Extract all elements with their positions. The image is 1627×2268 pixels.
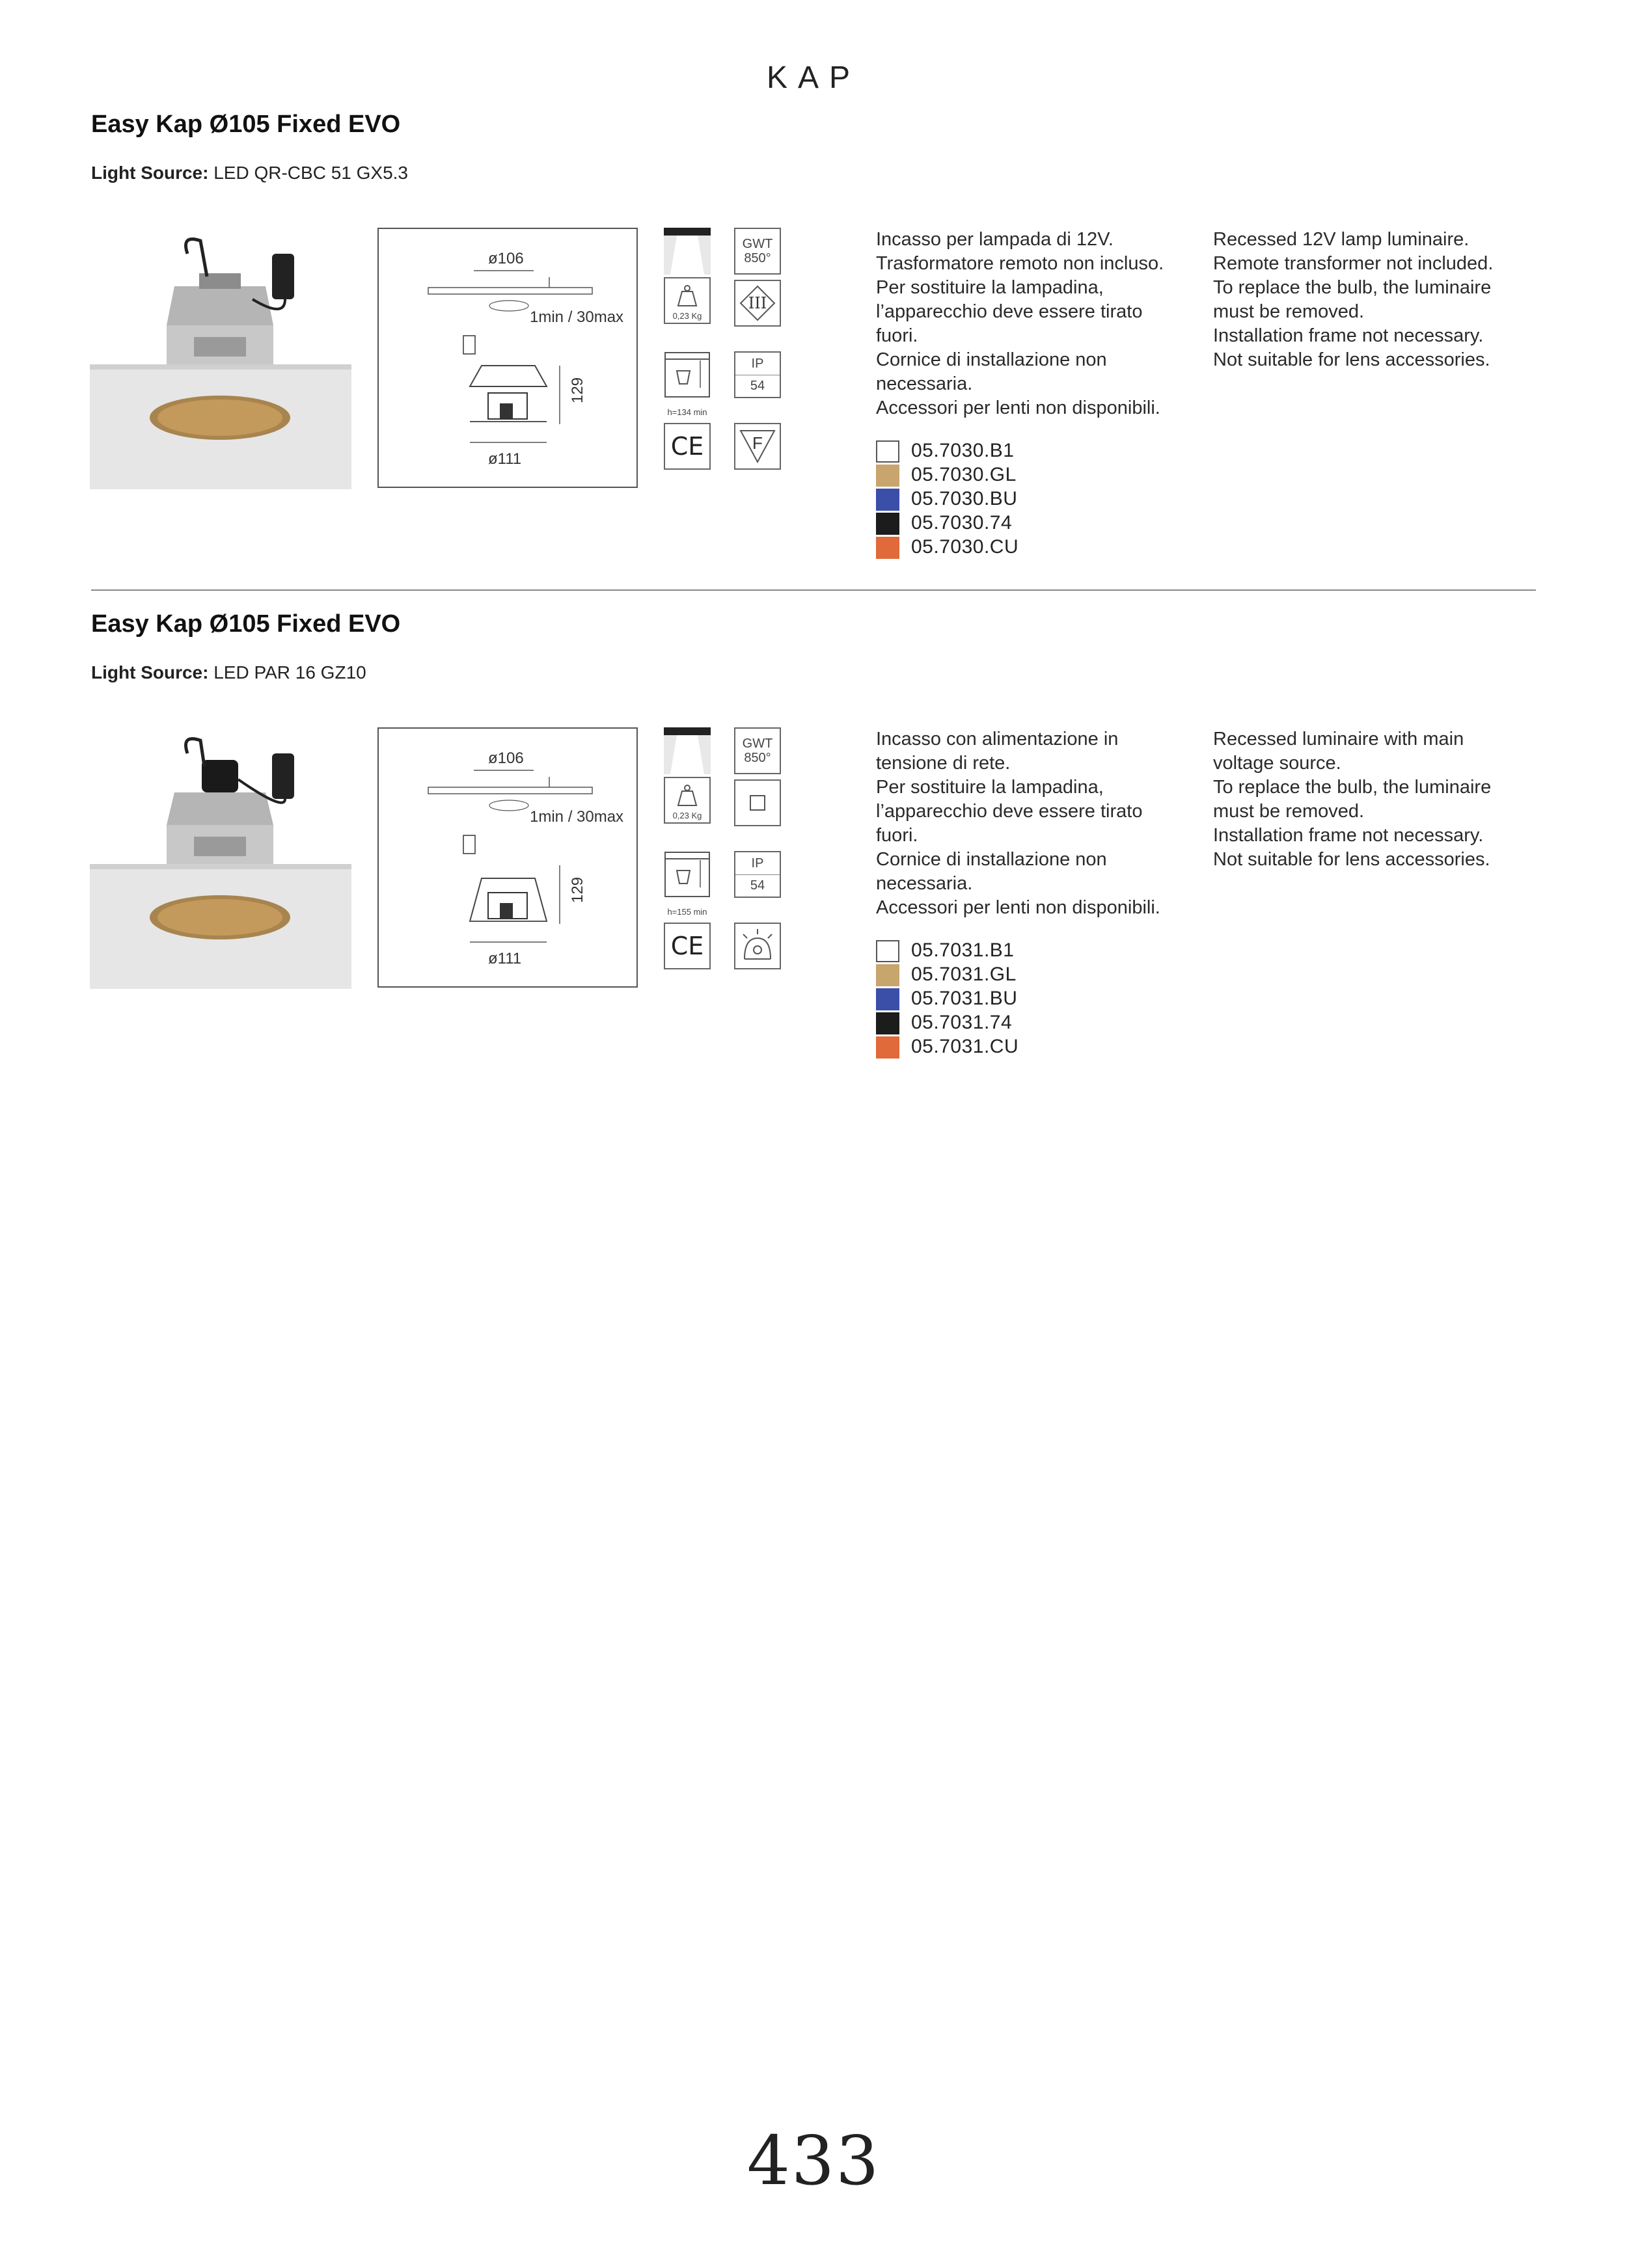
dim-top: ø106 <box>488 749 524 767</box>
swatch-black <box>876 1012 899 1034</box>
finish-code: 05.7031.74 <box>911 1012 1013 1033</box>
swatch-copper <box>876 537 899 559</box>
ip-icon <box>734 851 781 898</box>
product-photo <box>90 228 351 489</box>
dim-top: ø106 <box>488 250 524 267</box>
dim-bottom: ø111 <box>488 450 522 468</box>
finish-code: 05.7030.GL <box>911 464 1017 485</box>
dim-height: 129 <box>569 377 587 404</box>
description-it: Incasso con alimentazione in tensione di rete. Per sostituire la lampadina, l’apparecchio deve essere tirato fuori. Cornice di installazione non necessaria. Accessori per lenti non disponibili. <box>876 729 1160 918</box>
class-ii-icon <box>734 779 781 826</box>
ip-value: 54 <box>750 379 765 393</box>
finish-code: 05.7030.BU <box>911 488 1018 509</box>
weight-icon <box>664 277 711 324</box>
swatch-white <box>876 940 899 962</box>
swatch-copper <box>876 1036 899 1059</box>
ce-icon <box>664 923 711 969</box>
finish-code: 05.7030.74 <box>911 512 1013 533</box>
finish-code: 05.7030.CU <box>911 536 1019 558</box>
description-en: Recessed 12V lamp luminaire. Remote transformer not included. To replace the bulb, the luminaire must be removed. Installation frame not necessary. Not suitable for lens accessories. <box>1213 229 1494 370</box>
ip-value: 54 <box>750 878 765 893</box>
gwt-value: 850° <box>744 751 771 765</box>
gwt-label: GWT <box>742 736 773 751</box>
finish-code: 05.7030.B1 <box>911 440 1015 461</box>
ip-label: IP <box>751 856 764 871</box>
light-source <box>91 163 408 183</box>
install-height-icon <box>664 351 711 398</box>
gwt-value: 850° <box>744 251 771 265</box>
ce-mark: CE <box>670 932 704 960</box>
dim-bottom: ø111 <box>488 950 522 967</box>
light-source-label: Light Source: <box>91 662 209 682</box>
swatch-gold <box>876 964 899 986</box>
dim-height: 129 <box>569 876 587 904</box>
f-mark-icon <box>734 423 781 470</box>
finish-code: 05.7031.BU <box>911 988 1018 1009</box>
description-it: Incasso per lampada di 12V. Trasformatore remoto non incluso. Per sostituire la lampadina, l’apparecchio deve essere tirato fuori. Cornice di installazione non necessaria. Accessori per lenti non disponibili. <box>876 229 1164 418</box>
install-height-note: h=134 min <box>667 407 707 417</box>
dim-depth-note: 1min / 30max <box>530 808 624 826</box>
light-source-value: LED PAR 16 GZ10 <box>213 662 366 682</box>
light-source-value: LED QR-CBC 51 GX5.3 <box>213 163 409 183</box>
light-source <box>91 662 366 683</box>
technical-drawing <box>377 228 638 488</box>
finish-code: 05.7031.GL <box>911 964 1017 985</box>
brand-header: KAP <box>766 61 861 95</box>
light-source-label: Light Source: <box>91 163 209 183</box>
gwt-icon <box>734 727 781 774</box>
gwt-label: GWT <box>742 237 773 251</box>
weight-value: 0,23 Kg <box>672 311 702 321</box>
swatch-white <box>876 440 899 463</box>
product-section <box>91 111 1536 592</box>
product-title: Easy Kap Ø105 Fixed EVO <box>91 610 401 638</box>
ip-icon <box>734 351 781 398</box>
install-height-note: h=155 min <box>667 907 707 917</box>
finish-code: 05.7031.CU <box>911 1036 1019 1057</box>
product-photo <box>90 727 351 989</box>
class-symbol: III <box>748 294 767 312</box>
product-title: Easy Kap Ø105 Fixed EVO <box>91 111 401 138</box>
swatch-black <box>876 513 899 535</box>
page-number: 433 <box>746 2121 881 2200</box>
heat-insulation-icon <box>734 923 781 969</box>
ce-mark: CE <box>670 432 704 461</box>
swatch-gold <box>876 465 899 487</box>
technical-drawing <box>377 727 638 988</box>
swatch-blue <box>876 489 899 511</box>
weight-icon <box>664 777 711 824</box>
description-en: Recessed luminaire with main voltage source. To replace the bulb, the luminaire must be removed. Installation frame not necessary. Not suitable for lens accessories. <box>1213 729 1492 870</box>
gwt-icon <box>734 228 781 275</box>
class-iii-icon <box>734 280 781 327</box>
ce-icon <box>664 423 711 470</box>
install-height-icon <box>664 851 711 898</box>
ip-label: IP <box>751 357 764 371</box>
beam-icon <box>664 228 711 275</box>
section-divider <box>91 589 1536 591</box>
f-mark: F <box>752 433 763 453</box>
swatch-blue <box>876 988 899 1010</box>
class-ii-inner-square <box>750 795 765 811</box>
finish-code: 05.7031.B1 <box>911 939 1015 961</box>
weight-value: 0,23 Kg <box>672 811 702 820</box>
dim-depth-note: 1min / 30max <box>530 308 624 326</box>
beam-icon <box>664 727 711 774</box>
product-section <box>91 610 1536 1092</box>
